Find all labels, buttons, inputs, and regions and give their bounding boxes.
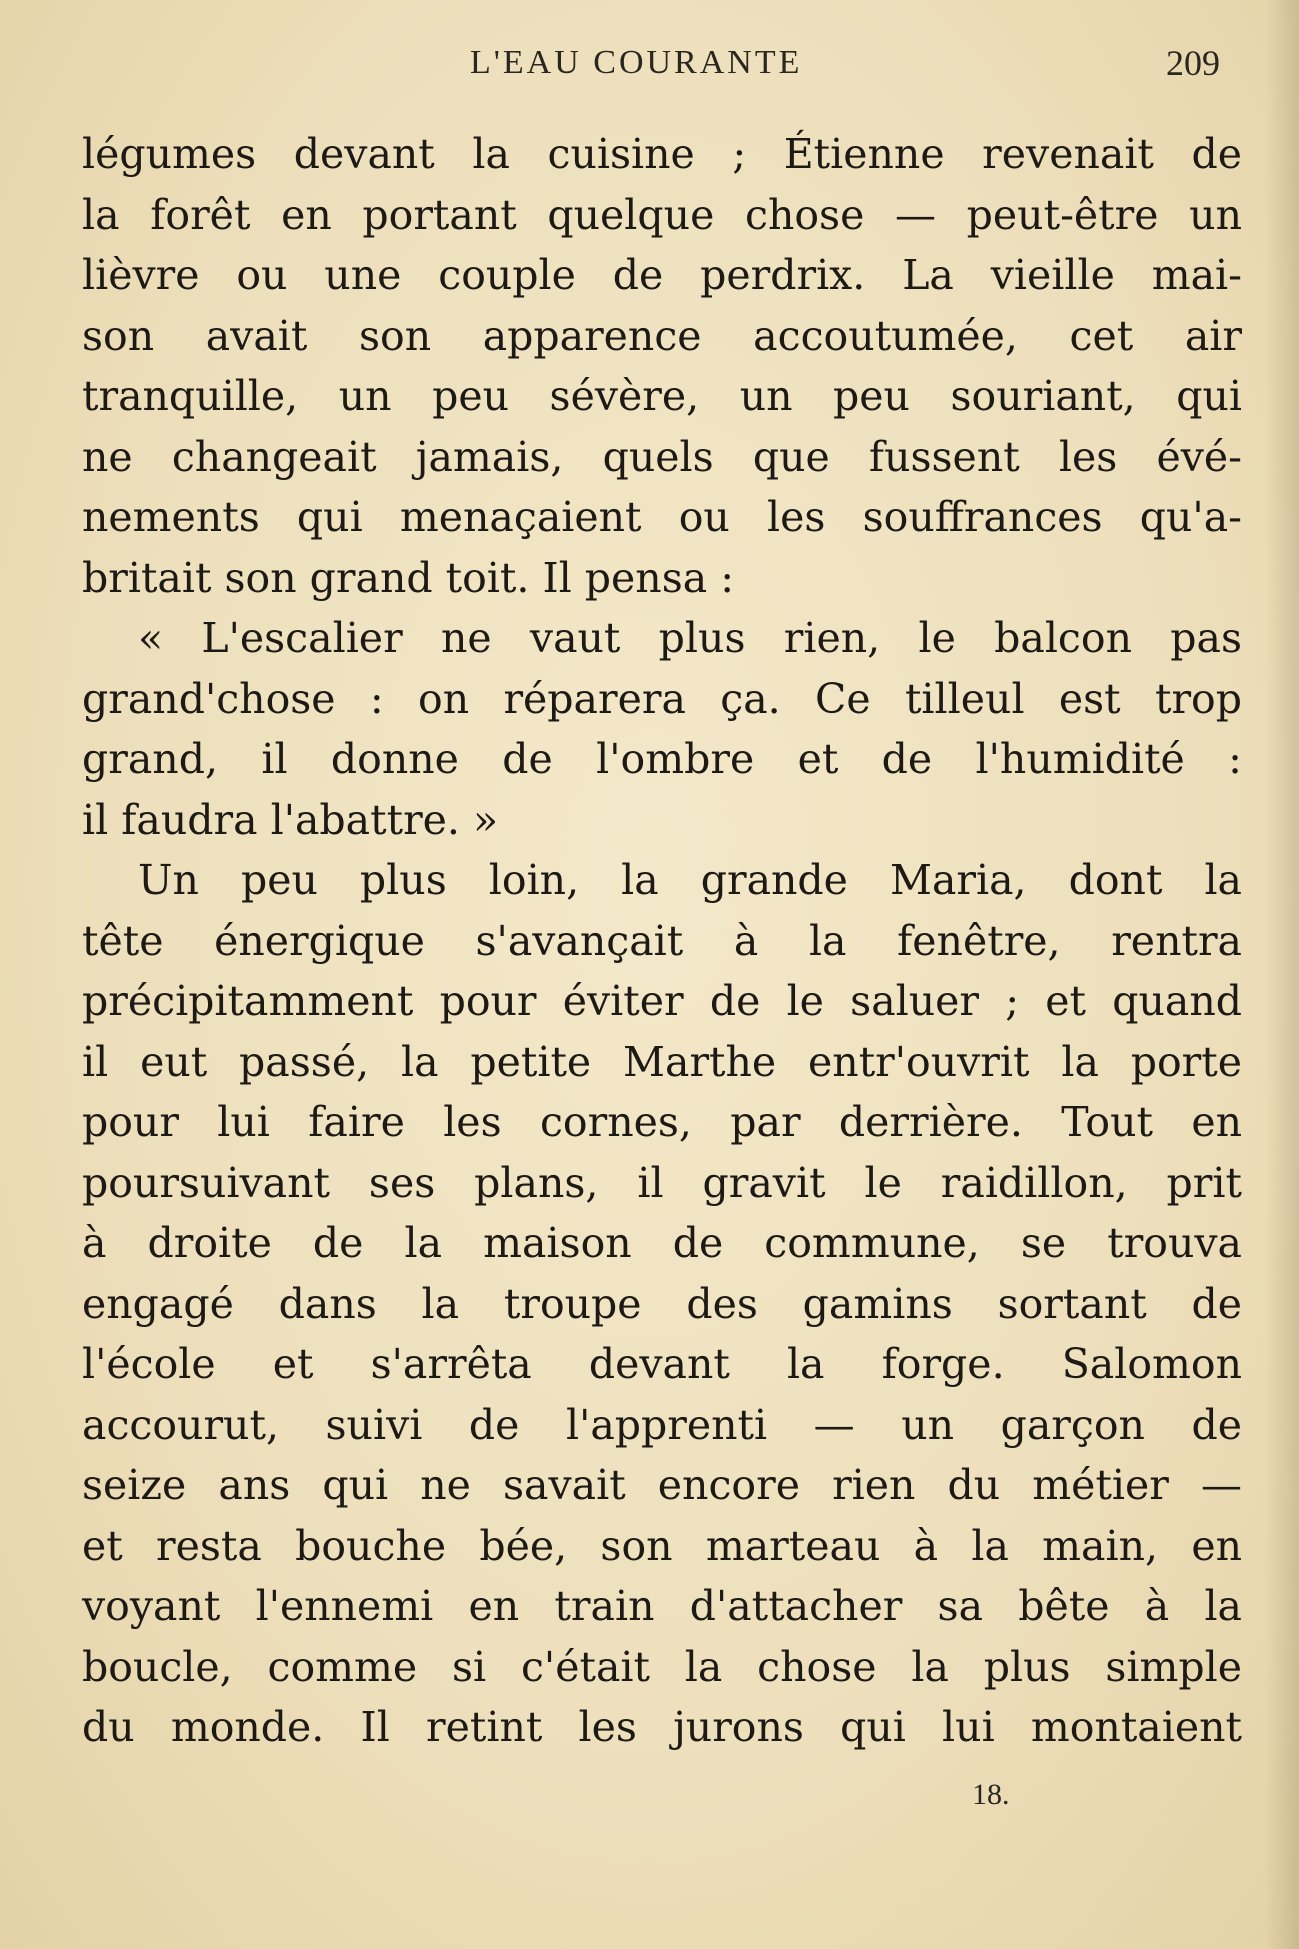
text-line: britait son grand toit. Il pensa : — [82, 553, 735, 602]
text-line: son avait son apparence accoutumée, cet air — [82, 311, 1242, 360]
text-line: légumes devant la cuisine ; Étienne revenait de — [82, 130, 1242, 178]
page-header — [0, 40, 1299, 90]
text-line: seize ans qui ne savait encore rien du métier — — [82, 1461, 1242, 1509]
text-line: pour lui faire les cornes, par derrière. Tout en — [82, 1098, 1242, 1146]
text-line: boucle, comme si c'était la chose la plus simple — [82, 1642, 1242, 1691]
text-line: engagé dans la troupe des gamins sortant de — [82, 1279, 1242, 1328]
running-head: L'EAU COURANTE — [470, 44, 803, 81]
text-line: Un peu plus loin, la grande Maria, dont la — [138, 856, 1242, 904]
text-line: à droite de la maison de commune, se trouva — [82, 1219, 1242, 1267]
text-line: accourut, suivi de l'apprenti — un garçon de — [82, 1400, 1242, 1449]
text-line: l'école et s'arrêta devant la forge. Salomon — [82, 1340, 1242, 1388]
signature-mark: 18. — [972, 1778, 1010, 1811]
text-line: lièvre ou une couple de perdrix. La vieille mai- — [82, 251, 1242, 299]
text-line: grand, il donne de l'ombre et de l'humidité : — [82, 735, 1242, 783]
text-line: et resta bouche bée, son marteau à la main, en — [82, 1521, 1242, 1570]
text-line: « L'escalier ne vaut plus rien, le balcon pas — [138, 614, 1242, 662]
text-line: il faudra l'abattre. » — [82, 795, 499, 844]
text-line: tête énergique s'avançait à la fenêtre, rentra — [82, 916, 1242, 965]
text-line: poursuivant ses plans, il gravit le raidillon, prit — [82, 1158, 1242, 1207]
text-line: la forêt en portant quelque chose — peut-être un — [82, 190, 1242, 239]
text-line: du monde. Il retint les jurons qui lui montaient — [82, 1703, 1242, 1751]
text-line: il eut passé, la petite Marthe entr'ouvrit la porte — [82, 1037, 1242, 1086]
page-edge-shadow — [1265, 0, 1299, 1949]
text-line: voyant l'ennemi en train d'attacher sa bête à la — [82, 1582, 1242, 1630]
text-line: tranquille, un peu sévère, un peu souriant, qui — [82, 372, 1242, 420]
text-line: ne changeait jamais, quels que fussent les évé- — [82, 432, 1242, 481]
text-line: précipitamment pour éviter de le saluer ; et quand — [82, 977, 1242, 1025]
page-number: 209 — [1166, 43, 1220, 83]
text-line: grand'chose : on réparera ça. Ce tilleul est trop — [82, 674, 1242, 723]
page-body-text — [82, 124, 1242, 1758]
text-line: nements qui menaçaient ou les souffrances qu'a- — [82, 493, 1242, 541]
